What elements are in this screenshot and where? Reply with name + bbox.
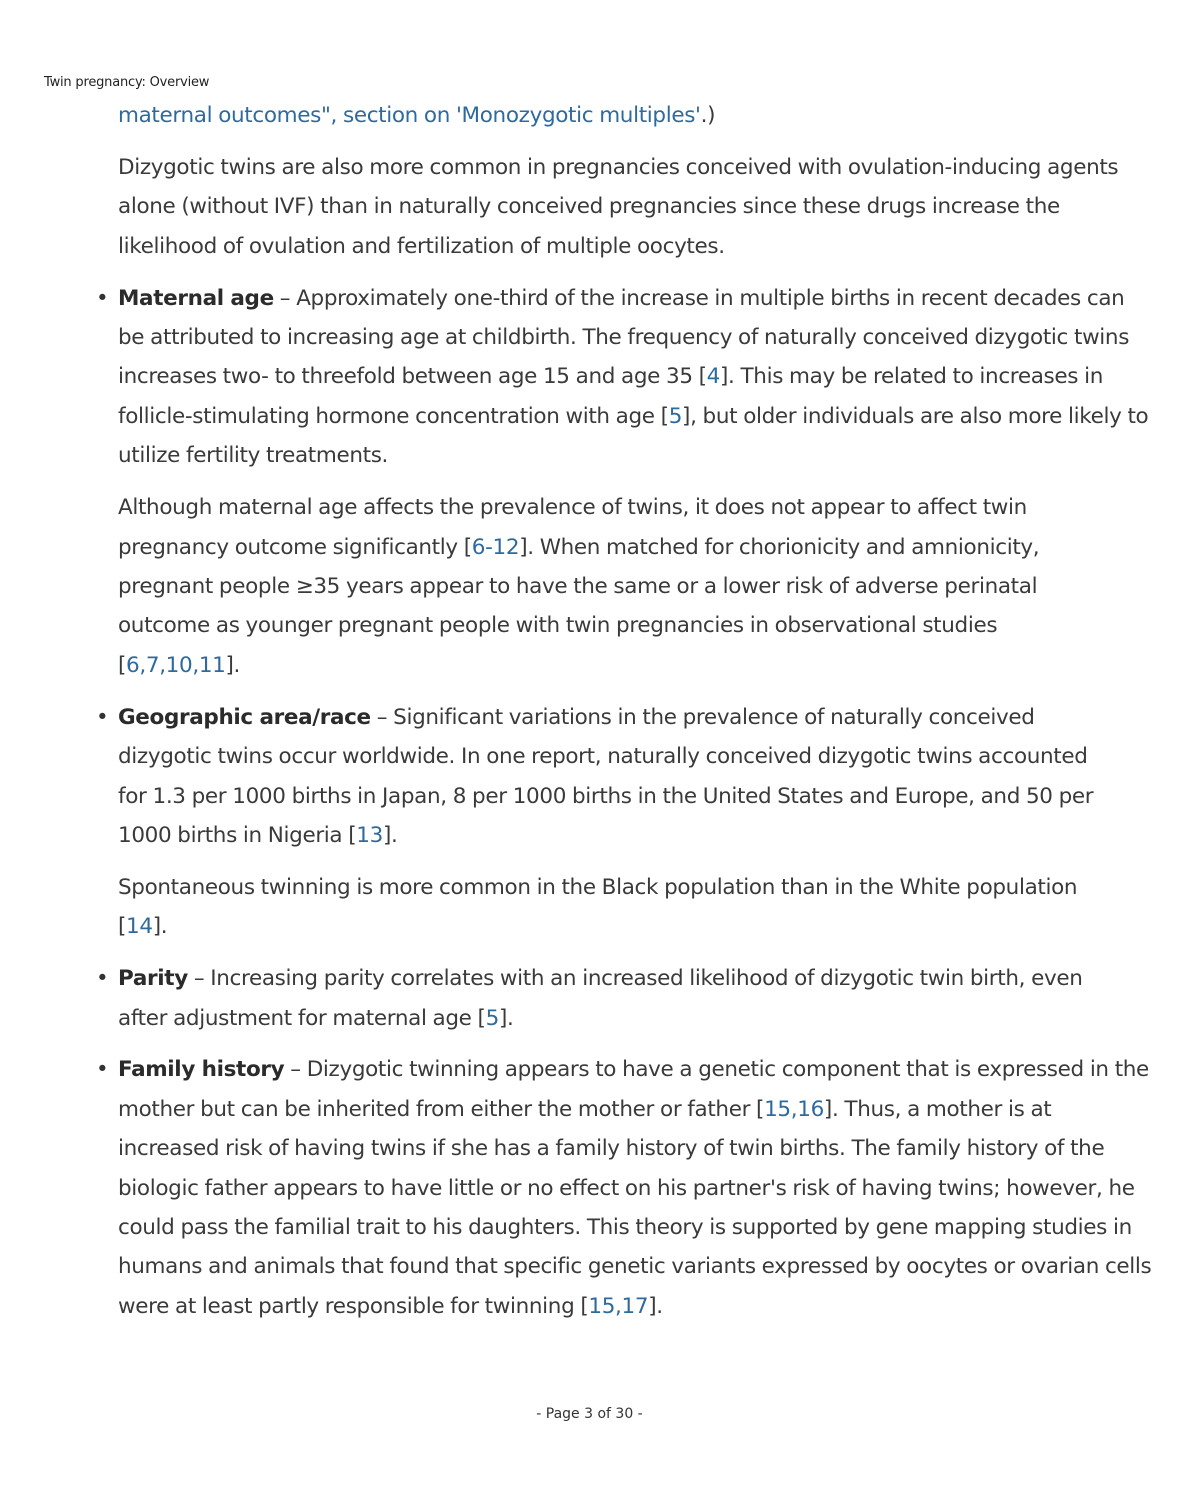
running-header-title: Twin pregnancy: Overview	[44, 75, 210, 90]
reference-link[interactable]: 5	[668, 403, 683, 429]
term-maternal-age: Maternal age	[118, 285, 274, 311]
reference-link[interactable]: 13	[356, 822, 383, 848]
maternal-age-paragraph: Maternal age – Approximately one-third of the increase in multiple births in recent decades can be attributed to increasing age at childbirth. The frequency of naturally conceived dizygotic twins increases two- to threefold between age 15 and age 35 [4]. This may be related to increases in follicle-stimulating hormone concentration with age [5], but older individuals are also more likely to utilize fertility treatments.	[118, 285, 1149, 469]
geographic-paragraph: Geographic area/race – Significant variations in the prevalence of naturally conceived dizygotic twins occur worldwide. In one report, naturally conceived dizygotic twins accounted for 1.3 per 1000 births in Japan, 8 per 1000 births in the United States and Europe, and 50 per 1000 births in Nigeria [13].	[118, 704, 1094, 848]
family-history-paragraph: Family history – Dizygotic twinning appears to have a genetic component that is expressed in the mother but can be inherited from either the mother or father [15,16]. Thus, a mother is at increased risk of having twins if she has a family history of twin births. The family history of the biologic father appears to have little or no effect on his partner's risk of having twins; however, he could pass the familial trait to his daughters. This theory is supported by gene mapping studies in humans and animals that found that specific genetic variants expressed by oocytes or ovarian cells were at least partly responsible for twinning [15,17].	[118, 1057, 1152, 1319]
reference-link[interactable]: 5	[485, 1005, 499, 1031]
reference-link[interactable]: 15,17	[588, 1293, 649, 1319]
list-item-family-history	[96, 1050, 1158, 1326]
reference-link[interactable]: 4	[706, 364, 721, 390]
reference-link[interactable]: 14	[126, 914, 153, 940]
link-monozygotic-multiples[interactable]: maternal outcomes", section on 'Monozygotic multiples'	[118, 103, 701, 128]
reference-link[interactable]: 6-12	[471, 534, 520, 560]
intro-continuation: maternal outcomes", section on 'Monozygotic multiples'.)	[118, 103, 716, 128]
term-parity: Parity	[118, 966, 188, 992]
page-number: - Page 3 of 30 -	[536, 1406, 643, 1422]
term-family-history: Family history	[118, 1057, 285, 1083]
bullet-icon: •	[96, 1057, 109, 1083]
article-body	[96, 96, 1158, 1339]
reference-link[interactable]: 15,16	[764, 1096, 824, 1122]
bullet-icon: •	[96, 285, 109, 311]
parity-paragraph: Parity – Increasing parity correlates with an increased likelihood of dizygotic twin birth, even after adjustment for maternal age [5].	[118, 966, 1083, 1031]
list-item-parity	[96, 959, 1158, 1038]
list-item-maternal-age	[96, 279, 1158, 686]
bullet-icon: •	[96, 704, 109, 730]
list-item-geographic-area	[96, 698, 1158, 947]
term-geographic-area: Geographic area/race	[118, 704, 371, 730]
reference-link[interactable]: 6,7,10,11	[126, 652, 226, 678]
bullet-icon: •	[96, 966, 109, 992]
spontaneous-twinning-paragraph: Spontaneous twinning is more common in the Black population than in the White population [14].	[118, 874, 1078, 940]
dizygotic-paragraph: Dizygotic twins are also more common in pregnancies conceived with ovulation-inducing agents alone (without IVF) than in naturally conceived pregnancies since these drugs increase the likelihood of ovulation and fertilization of multiple oocytes.	[118, 154, 1119, 259]
maternal-age-outcome-paragraph: Although maternal age affects the prevalence of twins, it does not appear to affect twin pregnancy outcome significantly [6-12]. When matched for chorionicity and amnionicity, pregnant people ≥35 years appear to have the same or a lower risk of adverse perinatal outcome as younger pregnant people with twin pregnancies in observational studies [6,7,10,11].	[118, 495, 1040, 678]
